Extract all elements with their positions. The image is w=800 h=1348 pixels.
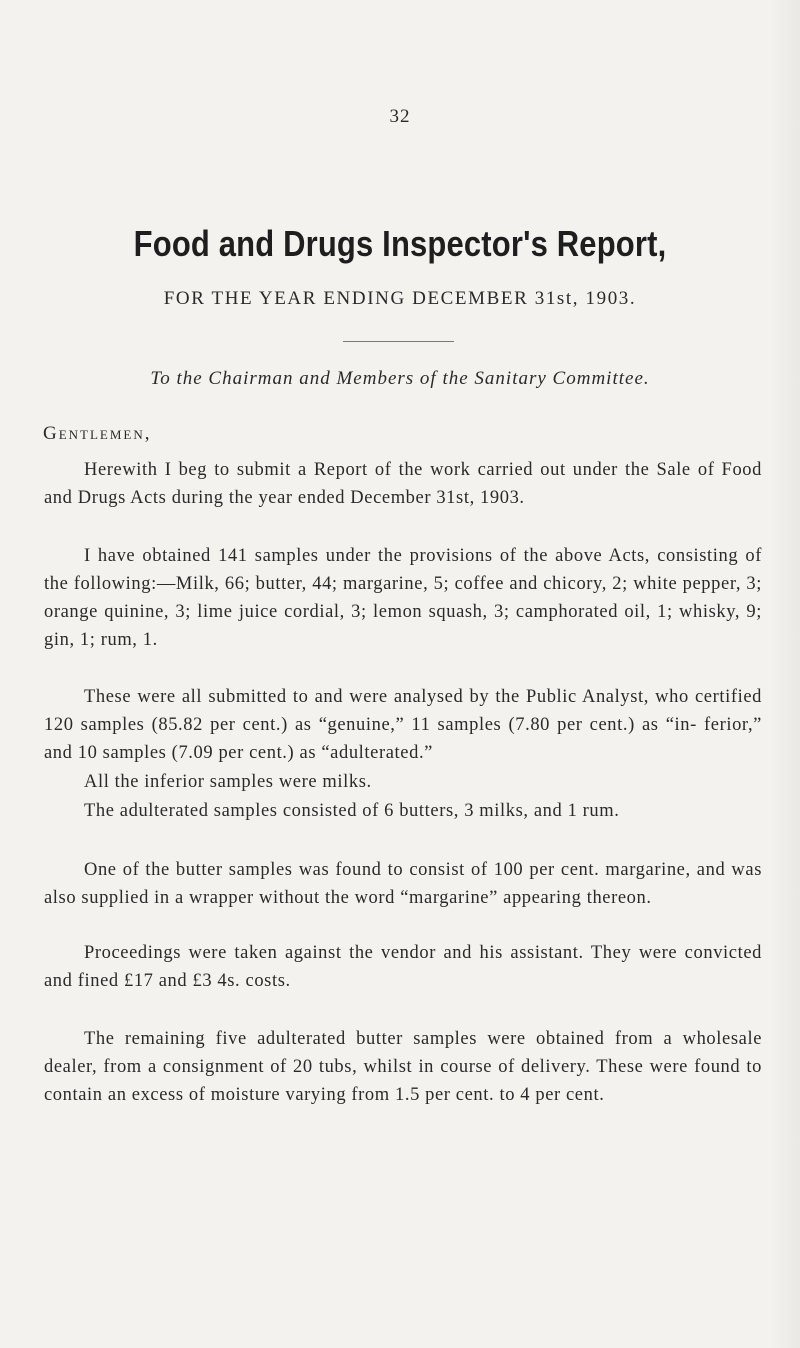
paragraph-submission: Herewith I beg to submit a Report of the work carried out under the Sale of Food and Drugs Acts during the year ended December 31st, 1903. <box>44 460 762 508</box>
paragraph-analysis-results: These were all submitted to and were analysed by the Public Analyst, who certified 120 samples (85.82 per cent.) as “genuine,” 11 samples (7.80 per cent.) as “in- ferior,” and 10 samples (7.09 per cent.) as “adulterated.” <box>44 687 762 763</box>
page-edge-shadow <box>770 0 800 1348</box>
paragraph-margarine-butter: One of the butter samples was found to consist of 100 per cent. margarine, and was also supplied in a wrapper without the word “margarine” appearing thereon. <box>44 860 762 908</box>
page-number: 32 <box>389 106 411 127</box>
paragraph-proceedings: Proceedings were taken against the vendor and his assistant. They were convicted and fined £17 and £3 4s. costs. <box>44 943 762 991</box>
paragraph-inferior-samples: All the inferior samples were milks. <box>84 772 372 792</box>
paragraph-samples-obtained: I have obtained 141 samples under the provisions of the above Acts, consisting of the following:—Milk, 66; butter, 44; margarine, 5; coffee and chicory, 2; white pepper, 3; orange quinine, 3; lime juice cordial, 3; lemon squash, 3; camphorated oil, 1; whisky, 9; gin, 1; rum, 1. <box>44 546 762 650</box>
report-title: Food and Drugs Inspector's Report, <box>133 223 667 264</box>
salutation: Gentlemen, <box>43 423 152 444</box>
report-subtitle: FOR THE YEAR ENDING DECEMBER 31st, 1903. <box>163 288 637 309</box>
divider-rule <box>343 341 454 342</box>
paragraph-wholesale-butter: The remaining five adulterated butter samples were obtained from a wholesale dealer, from a consignment of 20 tubs, whilst in course of delivery. These were found to contain an excess of moisture varying from 1.5 per cent. to 4 per cent. <box>44 1029 762 1105</box>
addressee-line: To the Chairman and Members of the Sanitary Committee. <box>150 368 650 389</box>
paragraph-adulterated-samples: The adulterated samples consisted of 6 butters, 3 milks, and 1 rum. <box>84 801 620 821</box>
